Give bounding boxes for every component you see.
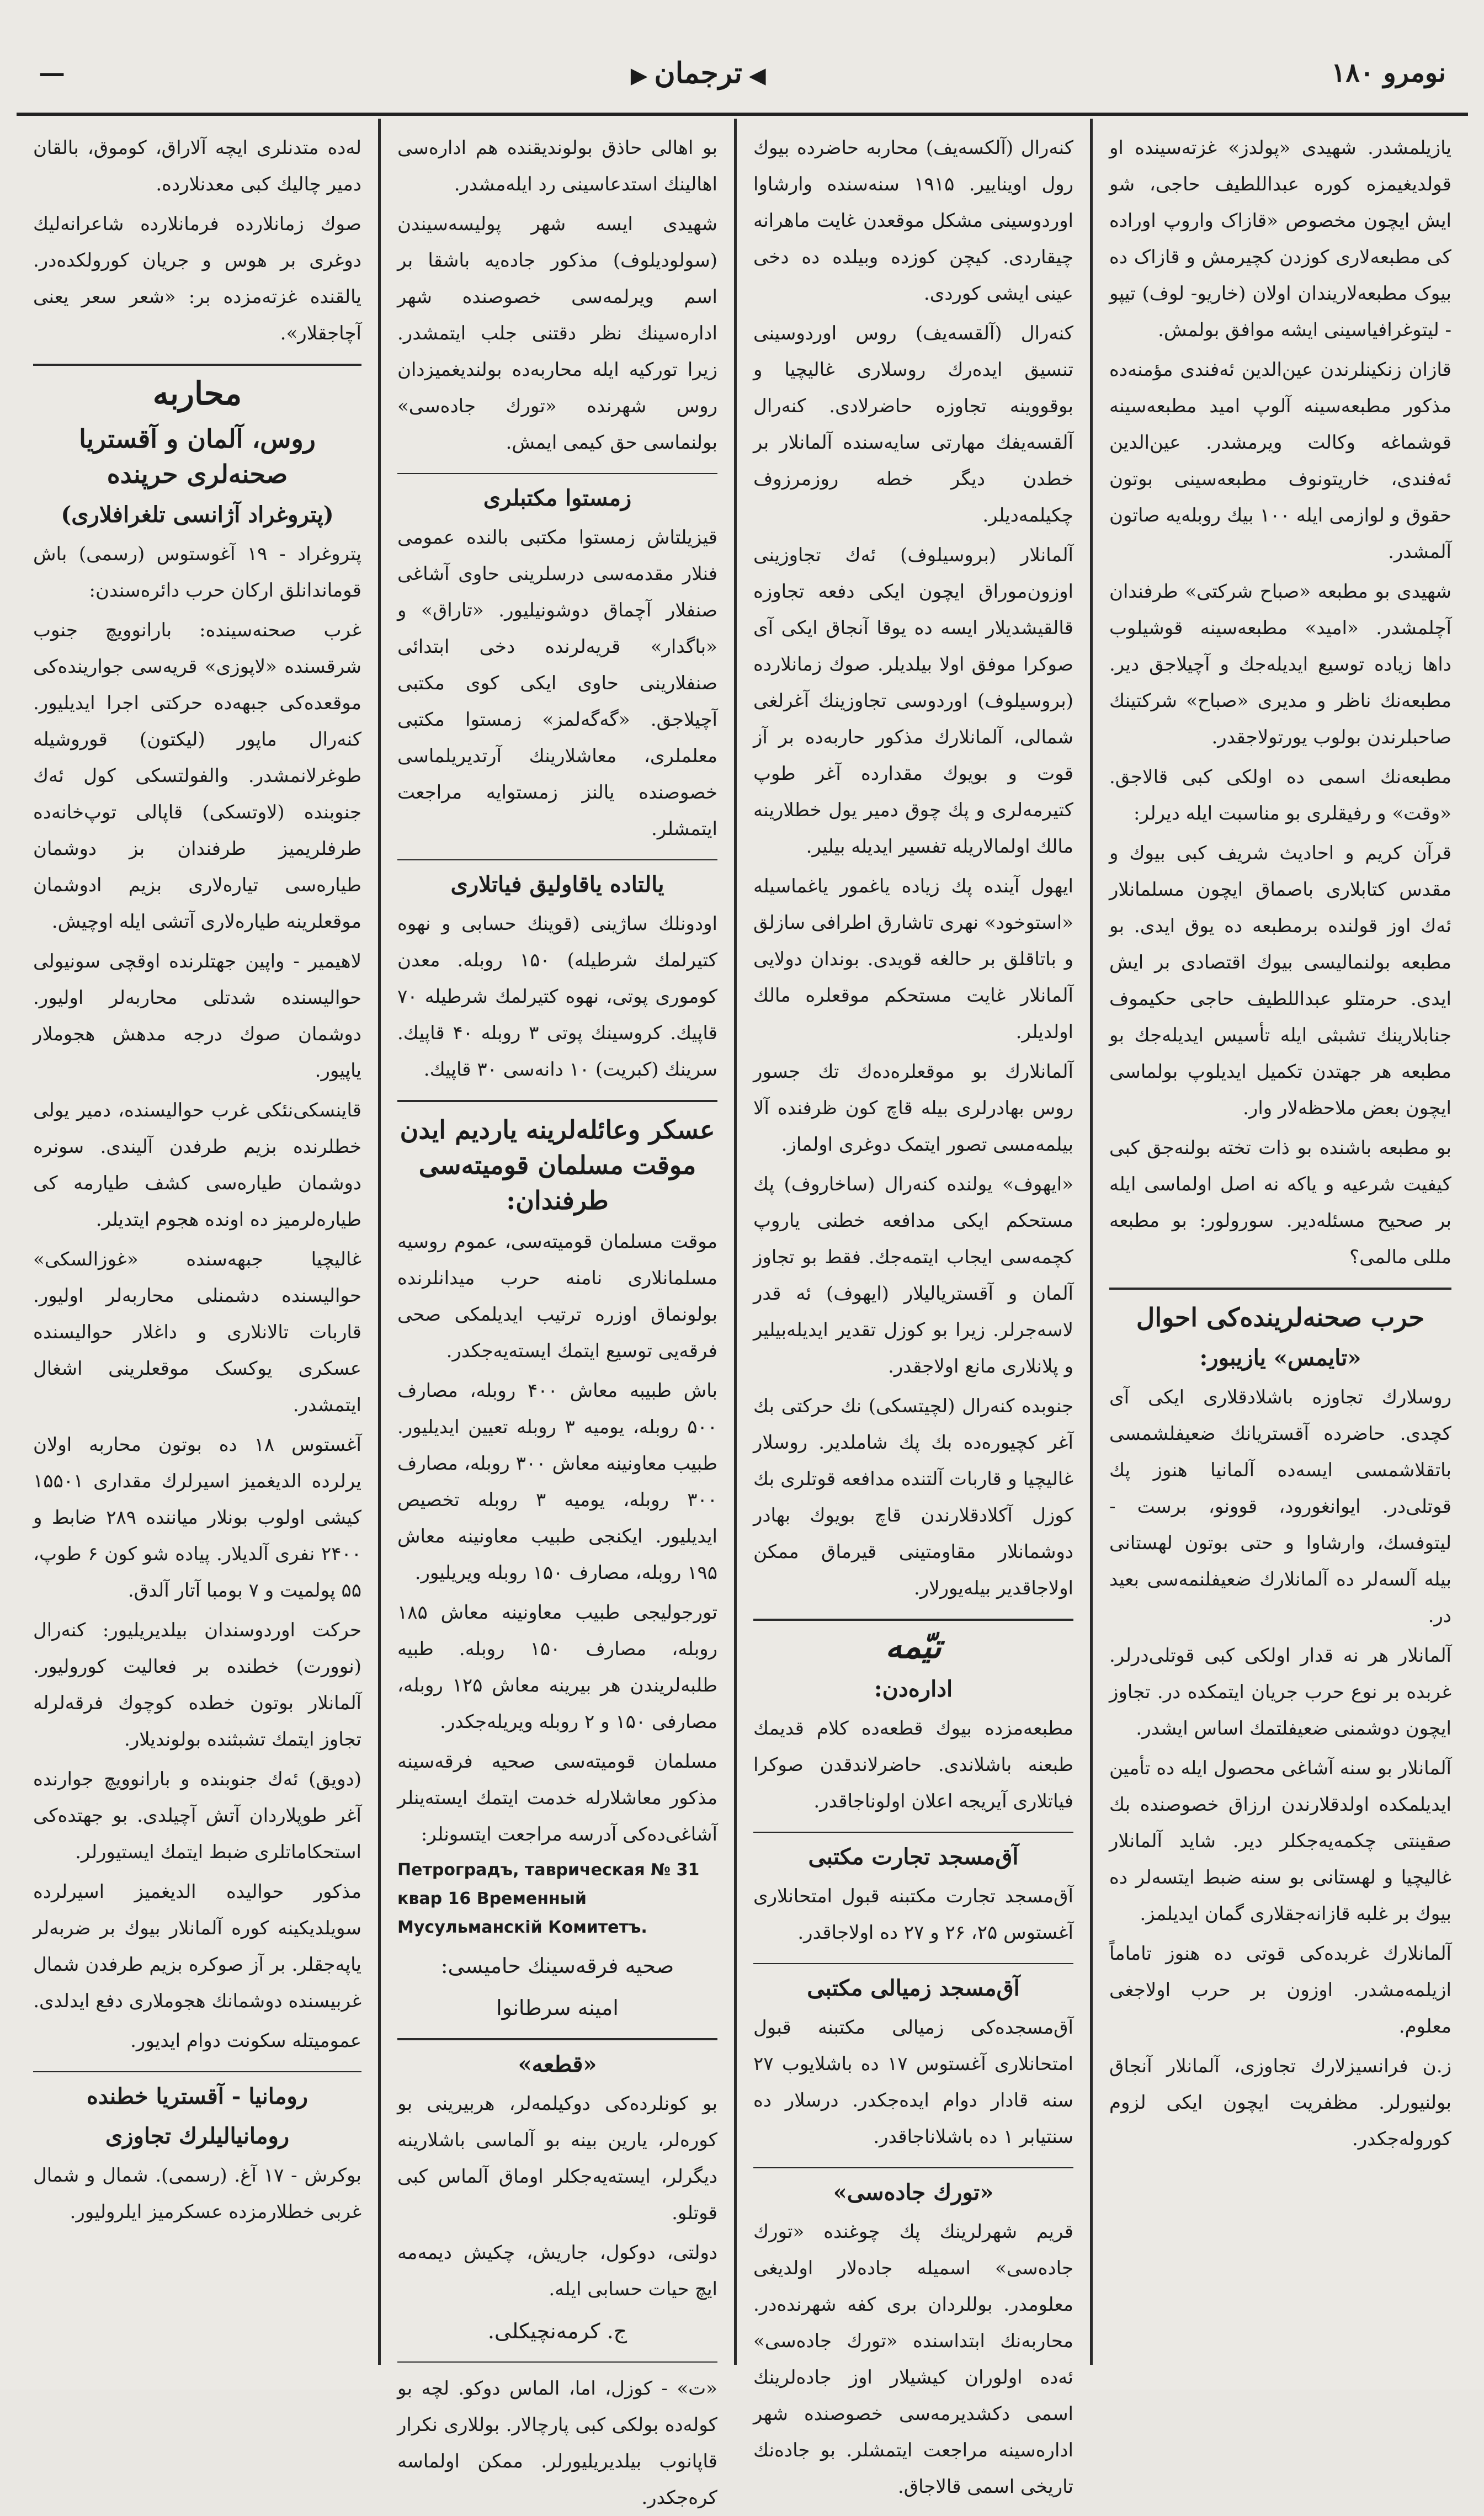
section-title: عسکر وعائله‌لرینه یاردیم ایدن موقت مسلمان قومیته‌سی طرفندان:	[400, 1115, 715, 1215]
article-paragraph: قریم شهرلرینك پك چوغنده «تورك جاده‌سی» اسمیله جاده‌لار اولدیغی معلومدر. بوللردان بری کفه شهرنده‌در. محاربه‌نك ابتداسنده «تورك جاده‌سی» ئه‌ده اولوران کیشیلار اوز جاده‌لرینك اسمی دکشدیرمه‌سی خصوصنده شهر اداره‌سینه مراجعت ایتمشلر. بو جاده‌نك تاریخی اسمی قالاجاق.	[753, 2221, 1073, 2498]
section-title: روس، آلمان و آقستریا صحنه‌لری حرپنده	[79, 424, 316, 489]
section-divider	[33, 364, 361, 366]
article-paragraph: قاینسکی‌نئکی غرب حوالیسنده، دمیر یولی خطلرنده بزیم طرفدن آلیندی. سونره دوشمان طیاره‌سی کشف طیارمه کی طیاره‌لرمیز ده اونده هجوم ایتدیلر.	[33, 1099, 361, 1231]
poem-signature: ج. کرمه‌نچیکلی.	[487, 2319, 627, 2343]
article-paragraph: اودونلك ساژینی (قوینك حسابی و نهوه کتیرلمك شرطیله) ۱۵۰ روبله. معدن کوموری پوتی، نهوه کتیرلمك شرطیله ۷۰ قاپیك. کروسینك پوتی ۳ روبله ۴۰ قاپیك. سرینك (کبریت) ۱۰ دانه‌سی ۳۰ قاپیك.	[397, 913, 718, 1081]
section-divider	[753, 2167, 1073, 2168]
section-divider	[753, 1832, 1073, 1833]
section-divider	[397, 2361, 717, 2363]
article-paragraph: له‌ده متدنلری ایچه آلاراق، کوموق، بالقان دمیر چالیك کبی معدنلارده.	[33, 137, 361, 195]
section-title: حرب صحنه‌لرینده‌کی احوال	[1136, 1302, 1425, 1332]
section-divider	[1109, 1288, 1451, 1290]
column-1	[1093, 119, 1468, 2365]
column-4	[17, 119, 381, 2365]
article-paragraph: عمومیتله سکونت دوام ایدیور.	[130, 2030, 361, 2052]
signer-name: امینه سرطانوا	[496, 1996, 619, 2020]
article-paragraph: یازیلمشدر. شهیدی «پولدز» غزته‌سینده او قولدیغیمزه کوره عبداللطیف حاجی، شو ایش ایچون مخصوص «قازاک واروپ اوراده کی مطبعه‌لاری کوزدن کچیرمش و قازاک ده بیوک مطبعه‌لاریندان اولان (خاریو- لوف) تیپو - لیتوغرافیاسینی ایشه موافق بولمش.	[1109, 137, 1451, 341]
article-paragraph: شهیدی بو مطبعه «صباح شرکتی» طرفندان آچلمشدر. «امید» مطبعه‌سینه قوشیلوب داها زیاده توسیع ایدیله‌جك و آچیلاجق دیر. مطبعه‌نك ناظر و مدیری «صباح» شرکتینك صاحبلرندن بولوب یورتولاجقدر.	[1109, 581, 1451, 748]
section-title: اداره‌دن:	[874, 1676, 953, 1702]
section-subtitle: «تایمس» یازیبور:	[1199, 1345, 1361, 1371]
article-paragraph: آلمانلار بو سنه آشاغی محصول ایله ده تأمین ایدیلمکده اولدقلارندن ارزاق خصوصنده بك صقینتی چکمه‌یه‌جکلر دیر. شاید آلمانلار غالیچیا و لهستانی بو سنه ضبط ایتسه‌لر ده بیوك بر غلبه قازانه‌جقلاری گمان ایدیلمز.	[1109, 1757, 1451, 1925]
masthead-title	[624, 56, 773, 90]
section-divider	[397, 859, 717, 860]
section-title: آق‌مسجد زمیالی مکتبی	[807, 1975, 1020, 2001]
article-paragraph: غرب صحنه‌سینده: بارانوویچ جنوب شرقسنده «لاپوزی» قریه‌سی جوارینده‌کی موقعده‌کی جبهه‌ده حرکتی اجرا ایدیلیور. کنه‌رال ماپور (لیکتون) قوروشیله طوغرلانمشدر. والفولتسکی کول ئه‌ك جنوبنده (لاوتسکی) قاپالی توپ‌خانه‌ده طرفلریمیز طرفندان بز دوشمان طیاره‌سی تیاره‌لاری بزیم ادوشمان موقعلرینه طیاره‌لاری آتشی ایله اوچیش.	[33, 619, 361, 933]
article-paragraph: ز.ن فرانسیزلارك تجاوزی، آلمانلار آنجاق بولنیورلر. مظفریت ایچون ایکی لزوم کوروله‌جکدر.	[1109, 2055, 1451, 2150]
section-title: یالتاده یاقاولیق فیاتلاری	[450, 871, 664, 897]
article-paragraph: کنه‌رال (آلکسه‌یف) محاربه حاضرده بیوك رول اویناییر. ۱۹۱۵ سنه‌سنده وارشاوا اوردوسینی مشکل موقعدن غایت ماهرانه چیقاردی. کیچن کوزده وبیلده ده دخی عینی ایشی کوردی.	[753, 137, 1073, 305]
section-divider	[753, 1619, 1073, 1621]
address-text: Петроградъ, таврическая № 31 квар 16 Временный Мусульманскій Комитетъ.	[397, 1860, 700, 1937]
article-paragraph: قازان زنکینلرندن عین‌الدین ئه‌فندی مؤمنه‌ده مذکور مطبعه‌سینه آلوپ امید مطبعه‌سینه قوشماغه وکالت ویرمشدر. عین‌الدین ئه‌فندی، خاریتونوف مطبعه‌سینی بوتون حقوق و لوازمی ایله ۱۰۰ بیك روبله‌یه صاتون آلمشدر.	[1109, 359, 1451, 563]
section-divider	[397, 1100, 717, 1102]
article-paragraph: آق‌مسجده‌کی زمیالی مکتبنه قبول امتحانلاری آغستوس ۱۷ ده باشلایوب ۲۷ سنه قادار دوام ایده‌جکدر. درسلار ده سنتیابر ۱ ده باشلاناجاقدر.	[753, 2017, 1074, 2148]
article-paragraph: موقت مسلمان قومیته‌سی، عموم روسیه مسلمانلاری نامنه حرب میدانلرنده بولونماق اوزره ترتیب ایدیلمکی صحی فرقه‌یی توسیع ایتمك ایسته‌یه‌جکدر.	[397, 1231, 717, 1362]
section-divider	[753, 1963, 1073, 1964]
article-paragraph: شهیدی ایسه شهر پولیسه‌سیندن (سولودیلوف) مذکور جاده‌یه باشقا بر اسم ویرلمه‌سی خصوصنده شهر اداره‌سینك نظر دقتنی جلب ایتمشدر. زیرا تورکیه ایله محاربه‌ده بولندیغمیزدان روس شهرنده «تورك جاده‌سی» بولنماسی حق کیمی ایمش.	[397, 213, 717, 454]
article-paragraph: مطبعه‌نك اسمی ده اولکی کبی قالاجق. «وقت» و رفیقلری بو مناسبت ایله دیرلر:	[1109, 766, 1451, 825]
article-paragraph: بو مطبعه باشنده بو ذات تخته بولنه‌جق کبی کیفیت شرعیه و یاکه نه اصل اولماسی ایله بر صحیح مسئله‌دیر. سورولور: بو مطبعه مللی مالمی؟	[1109, 1137, 1451, 1268]
article-paragraph: (دویق) ئه‌ك جنوبنده و بارانوویچ جوارنده آغر طوپلاردان آتش آچیلدی. بو جهتده‌کی استحکاماتلری ضبط ایتمك ایستیورلر.	[33, 1768, 361, 1863]
article-paragraph: «ایهوف» یولنده کنه‌رال (ساخاروف) پك مستحکم ایکی مدافعه خطنی یاروپ کچمه‌سی ایجاب ایتمه‌جك. فقط بو تجاوز آلمان و آقستریالیلار (ایهوف) ئه‌ قدر لاسه‌جرلر. زیرا بو کوزل تقدیر ایدیله‌بیلیر و پلانلاری مانع اولاجقدر.	[753, 1173, 1073, 1377]
section-divider	[397, 2038, 717, 2040]
article-paragraph: مسلمان قومیته‌سی صحیه فرقه‌سینه مذکور معاشلارله خدمت ایتمك ایسته‌ینلر آشاغی‌ده‌کی آدرسه مراجعت ایتسونلر:	[397, 1751, 717, 1845]
article-paragraph: مذکور حوالیده الدیغمیز اسیرلرده سویلدیکینه کوره آلمانلار بیوك بر ضربه‌لر یاپه‌جقلر. بر آز صوکره بزیم طرفدن شمال غربیسنده دوشمانك هجوملاری دفع ایدلدی.	[33, 1881, 361, 2012]
article-paragraph: لاهیمیر - واپین جهتلرنده اوقچی سونیولی حوالیسنده شدتلی محاربه‌لر اولیور. دوشمان صوك درجه مدهش هجوملار یاپیور.	[33, 950, 361, 1082]
ornament-heading: تیّمه	[885, 1627, 942, 1666]
section-divider	[33, 2071, 361, 2072]
article-paragraph: ایهول آینده پك زیاده یاغمور یاغماسیله «استوخود» نهری تاشارق اطرافی سازلق و باتاقلق بر حالغه قویدی. بوندان دولایی آلمانلار غایت مستحکم موقعلره مالك اولدیلر.	[753, 875, 1073, 1043]
section-title: آق‌مسجد تجارت مکتبی	[808, 1844, 1019, 1870]
article-paragraph: کنه‌رال (آلقسه‌یف) روس اوردوسینی تنسیق ایده‌رك روسلاری غالیچیا و بوقووینه تجاوزه حاضرلادی. کنه‌رال آلقسه‌یفك مهارتی سایه‌سنده آلمانلار بر خطدن دیگر خطه روزمرزوف چکیلمه‌دیلر.	[753, 322, 1073, 526]
article-paragraph: آلمانلار (بروسیلوف) ئه‌ك تجاوزینی اوزون‌موراق ایچون ایکی دفعه تجاوزه قالقیشدیلار ایسه ده یوقا آنجاق ایکی آی صوکرا موفق اولا بیلدیلر. صوك زمانلارده (بروسیلوف) اوردوسی تجاوزینك آغرلغی شمالی، آلمانلارك مذکور حاربه‌ده بر آز قوت و بویوك مقدارده آغر طوپ کتیرمه‌لری و پك چوق دمیر یول خطلارینه مالك اولمالاریله تفسیر ایدیله بیلیر.	[753, 544, 1073, 858]
article-paragraph: آلمانلار هر نه قدار اولکی کبی قوتلی‌درلر. غربده بر نوع حرب جریان ایتمکده در. تجاوز ایچون دوشمنی ضعیفلتمك اساس ایشدر.	[1109, 1645, 1451, 1740]
ornament-icon: ▶	[630, 62, 648, 88]
article-paragraph: آق‌مسجد تجارت مکتبنه قبول امتحانلاری آغستوس ۲۵، ۲۶ و ۲۷ ده اولاجاقدر.	[753, 1885, 1073, 1944]
signer-role: صحیه فرقه‌سینك حامیسی:	[440, 1954, 674, 1978]
issue-number: نومرو ١٨٠	[1331, 57, 1446, 88]
article-paragraph: مطبعه‌مزده بیوك قطعه‌ده کلام قدیمك طبعنه باشلاندی. حاضرلاندقدن صوکرا فیاتلاری آیریجه اعلان اولوناجاقدر.	[753, 1717, 1073, 1812]
article-paragraph: روسلارك تجاوزه باشلادقلاری ایکی آی کچدی. حاضرده آقستریانك ضعیفلشمسی باتقلاشمسی ایسه‌ده آلمانیا هنوز پك قوتلی‌در. ایوانغورود، قوونو، برست - لیتوفسك، وارشاوا و حتی بوتون لهستانی بیله آلسه‌لر ده آلمانلارك ضعیفلنمه‌سی بعید در.	[1109, 1386, 1451, 1627]
article-paragraph: قیزیلتاش زمستوا مکتبی بالنده عمومی فنلار مقدمه‌سی درسلرینی حاوی آشاغی صنفلار آچماق دوشونیلیور. «تاراق» و «باگدار» قریه‌لرنده دخی ابتدائی صنفلارینی حاوی ایکی کوی مکتبی آچیلاجق. «گه‌گه‌لمز» زمستوا مکتبی معلملری، معاشلارینك آرتدیریلماسی خصوصنده یالنز زمستوایه مراجعت ایتمشلر.	[397, 526, 717, 840]
section-title: «تورك جاده‌سی»	[833, 2179, 994, 2205]
ornament-icon: ◀	[748, 62, 766, 88]
column-2	[737, 119, 1093, 2498]
poem-paragraph: بو کونلرده‌کی دوکیلمه‌لر، هربیرینی بو کوره‌لر، یارین بینه بو آلماسی باشلارینه دیگرلر، ایسته‌یه‌جکلر اوماق آلماس کبی قوتلو.	[397, 2093, 717, 2224]
columns-area	[17, 119, 1468, 2509]
article-paragraph: قرآن کریم و احادیث شریف کبی بیوك و مقدس کتابلاری باصماق ایچون مسلمانلار ئه‌ك اوز قولنده برمطبعه ده یوق ایدی. بو مطبعه بولنمالیسی بیوك اقتصادی بر ایش ایدی. حرمتلو عبداللطیف حاجی حکیموف جنابلارینك تشبثی ایله تأسیس ایدیله‌جك بو مطبعه هر جهتدن تکمیل ایدیلوپ بولماسی ایچون بعض ملاحظه‌لار وار.	[1109, 842, 1451, 1119]
section-heading: محاربه	[152, 375, 242, 412]
article-paragraph: آلمانلارك بو موقعلره‌ده‌ك تك جسور روس بهادرلری بیله قاچ کون ظرفنده آلا بیلمه‌مسی تصور ایتمک دوغری اولماز.	[753, 1061, 1073, 1156]
section-subtitle: (پتروغراد آژانسی تلغرافلاری)	[61, 502, 334, 528]
article-paragraph: «ت» - کوزل، اما، الماس دوکو. لچه بو کوله‌ده بولکی کبی پارچالار. بوللاری نکرار قاپانوب بیلدیریلیورلر. ممکن اولماسه کره‌جکدر.	[397, 2377, 717, 2509]
article-paragraph: غالیچیا جبهه‌سنده «غوزالسکی» حوالیسنده دشمنلی محاربه‌لر اولیور. قاربات تالانلاری و داغلار حوالیسنده عسکری یوکسک موقعلرینی اشغال ایتمشدر.	[33, 1248, 361, 1416]
masthead-bar	[17, 33, 1468, 116]
section-title: زمستوا مکتبلری	[483, 485, 632, 511]
poem-paragraph: دولتی، دوکول، جاریش، چکیش دیمه‌مه ایچ حیات حسابی ایله.	[397, 2242, 717, 2300]
article-paragraph: آلمانلارك غربده‌کی قوتی ده هنوز تاماماً ازیلمه‌مشدر. اوزون بر حرب اولاجغی معلوم.	[1109, 1943, 1451, 2038]
article-paragraph: بو اهالی حاذق بولوندیقنده هم اداره‌سی اهالینك استدعاسینی رد ایله‌مشدر.	[397, 137, 717, 195]
section-title: رومانیا - آقستریا خطنده	[87, 2083, 308, 2109]
article-paragraph: پتروغراد - ۱۹ آغوستوس (رسمی) باش قوماندانلق ارکان حرب دائره‌سندن:	[33, 543, 361, 602]
masthead-name: ترجمان	[654, 56, 742, 90]
article-paragraph: صوك زمانلارده فرمانلارده شاعرانه‌لیك دوغری بر هوس و جریان کورولکده‌در. یالقنده غزته‌مزده بر: «شعر سعر یعنی آچاجقلار».	[33, 213, 361, 344]
article-paragraph: بوکرش - ۱۷ آغ. (رسمی). شمال و شمال غربی خطلارمزده عسکرمیز ایلرولیور.	[33, 2164, 361, 2223]
article-paragraph: حرکت اوردوسندان بیلدیریلیور: کنه‌رال (نوورت) خطنده بر فعالیت کورولیور. آلمانلار بوتون خطده کوچوك فرقه‌لرله تجاوز ایتمك تشبثنده بولوندیلار.	[33, 1619, 361, 1751]
header-left-mark: —	[39, 57, 65, 88]
article-paragraph: جنوبده کنه‌رال (لچیتسکی) نك حرکتی بك آغر کچیوره‌ده بك پك شاملدیر. روسلار غالیچیا و قاربات آلتنده مدافعه قوتلری بك کوزل آکلادقلارندن قاچ بویوك بهادر دوشمانلار مقاومتینی قیرماق ممکن اولاجاقدیر بیله‌یورلار.	[753, 1395, 1073, 1599]
article-paragraph: آغستوس ۱۸ ده بوتون محاربه اولان یرلرده الدیغمیز اسیرلرك مقداری ۱۵۵۰۱ کیشی اولوب بونلار میاننده ۲۸۹ ضابط و ۲۴۰۰ نفری آلدیلار. پیاده شو کون ۶ طوپ، ۵۵ پولمیت و ۷ بومبا آتار آلدق.	[33, 1434, 361, 1602]
column-3	[381, 119, 737, 2509]
section-title: «قطعه»	[518, 2051, 597, 2077]
article-paragraph: باش طبیبه معاش ۴۰۰ روبله، مصارف ۵۰۰ روبله، یومیه ۳ روبله تعیین ایدیلیور. طبیب معاونینه معاش ۳۰۰ روبله، مصارف ۳۰۰ روبله، یومیه ۳ روبله تخصیص ایدیلیور. ایکنجی طبیب معاونینه معاش ۱۹۵ روبله، مصارف ۱۵۰ روبله ویریلیور.	[397, 1380, 718, 1584]
section-divider	[397, 473, 717, 474]
article-paragraph: تورجولیجی طبیب معاونینه معاش ۱۸۵ روبله، مصارف ۱۵۰ روبله. طبیه طلبه‌لریندن هر بیرینه معاش ۱۲۵ روبله، مصارفی ۱۵۰ و ۲ روبله ویریله‌جکدر.	[397, 1602, 717, 1733]
section-subtitle: رومانیالیلرك تجاوزی	[105, 2123, 290, 2149]
